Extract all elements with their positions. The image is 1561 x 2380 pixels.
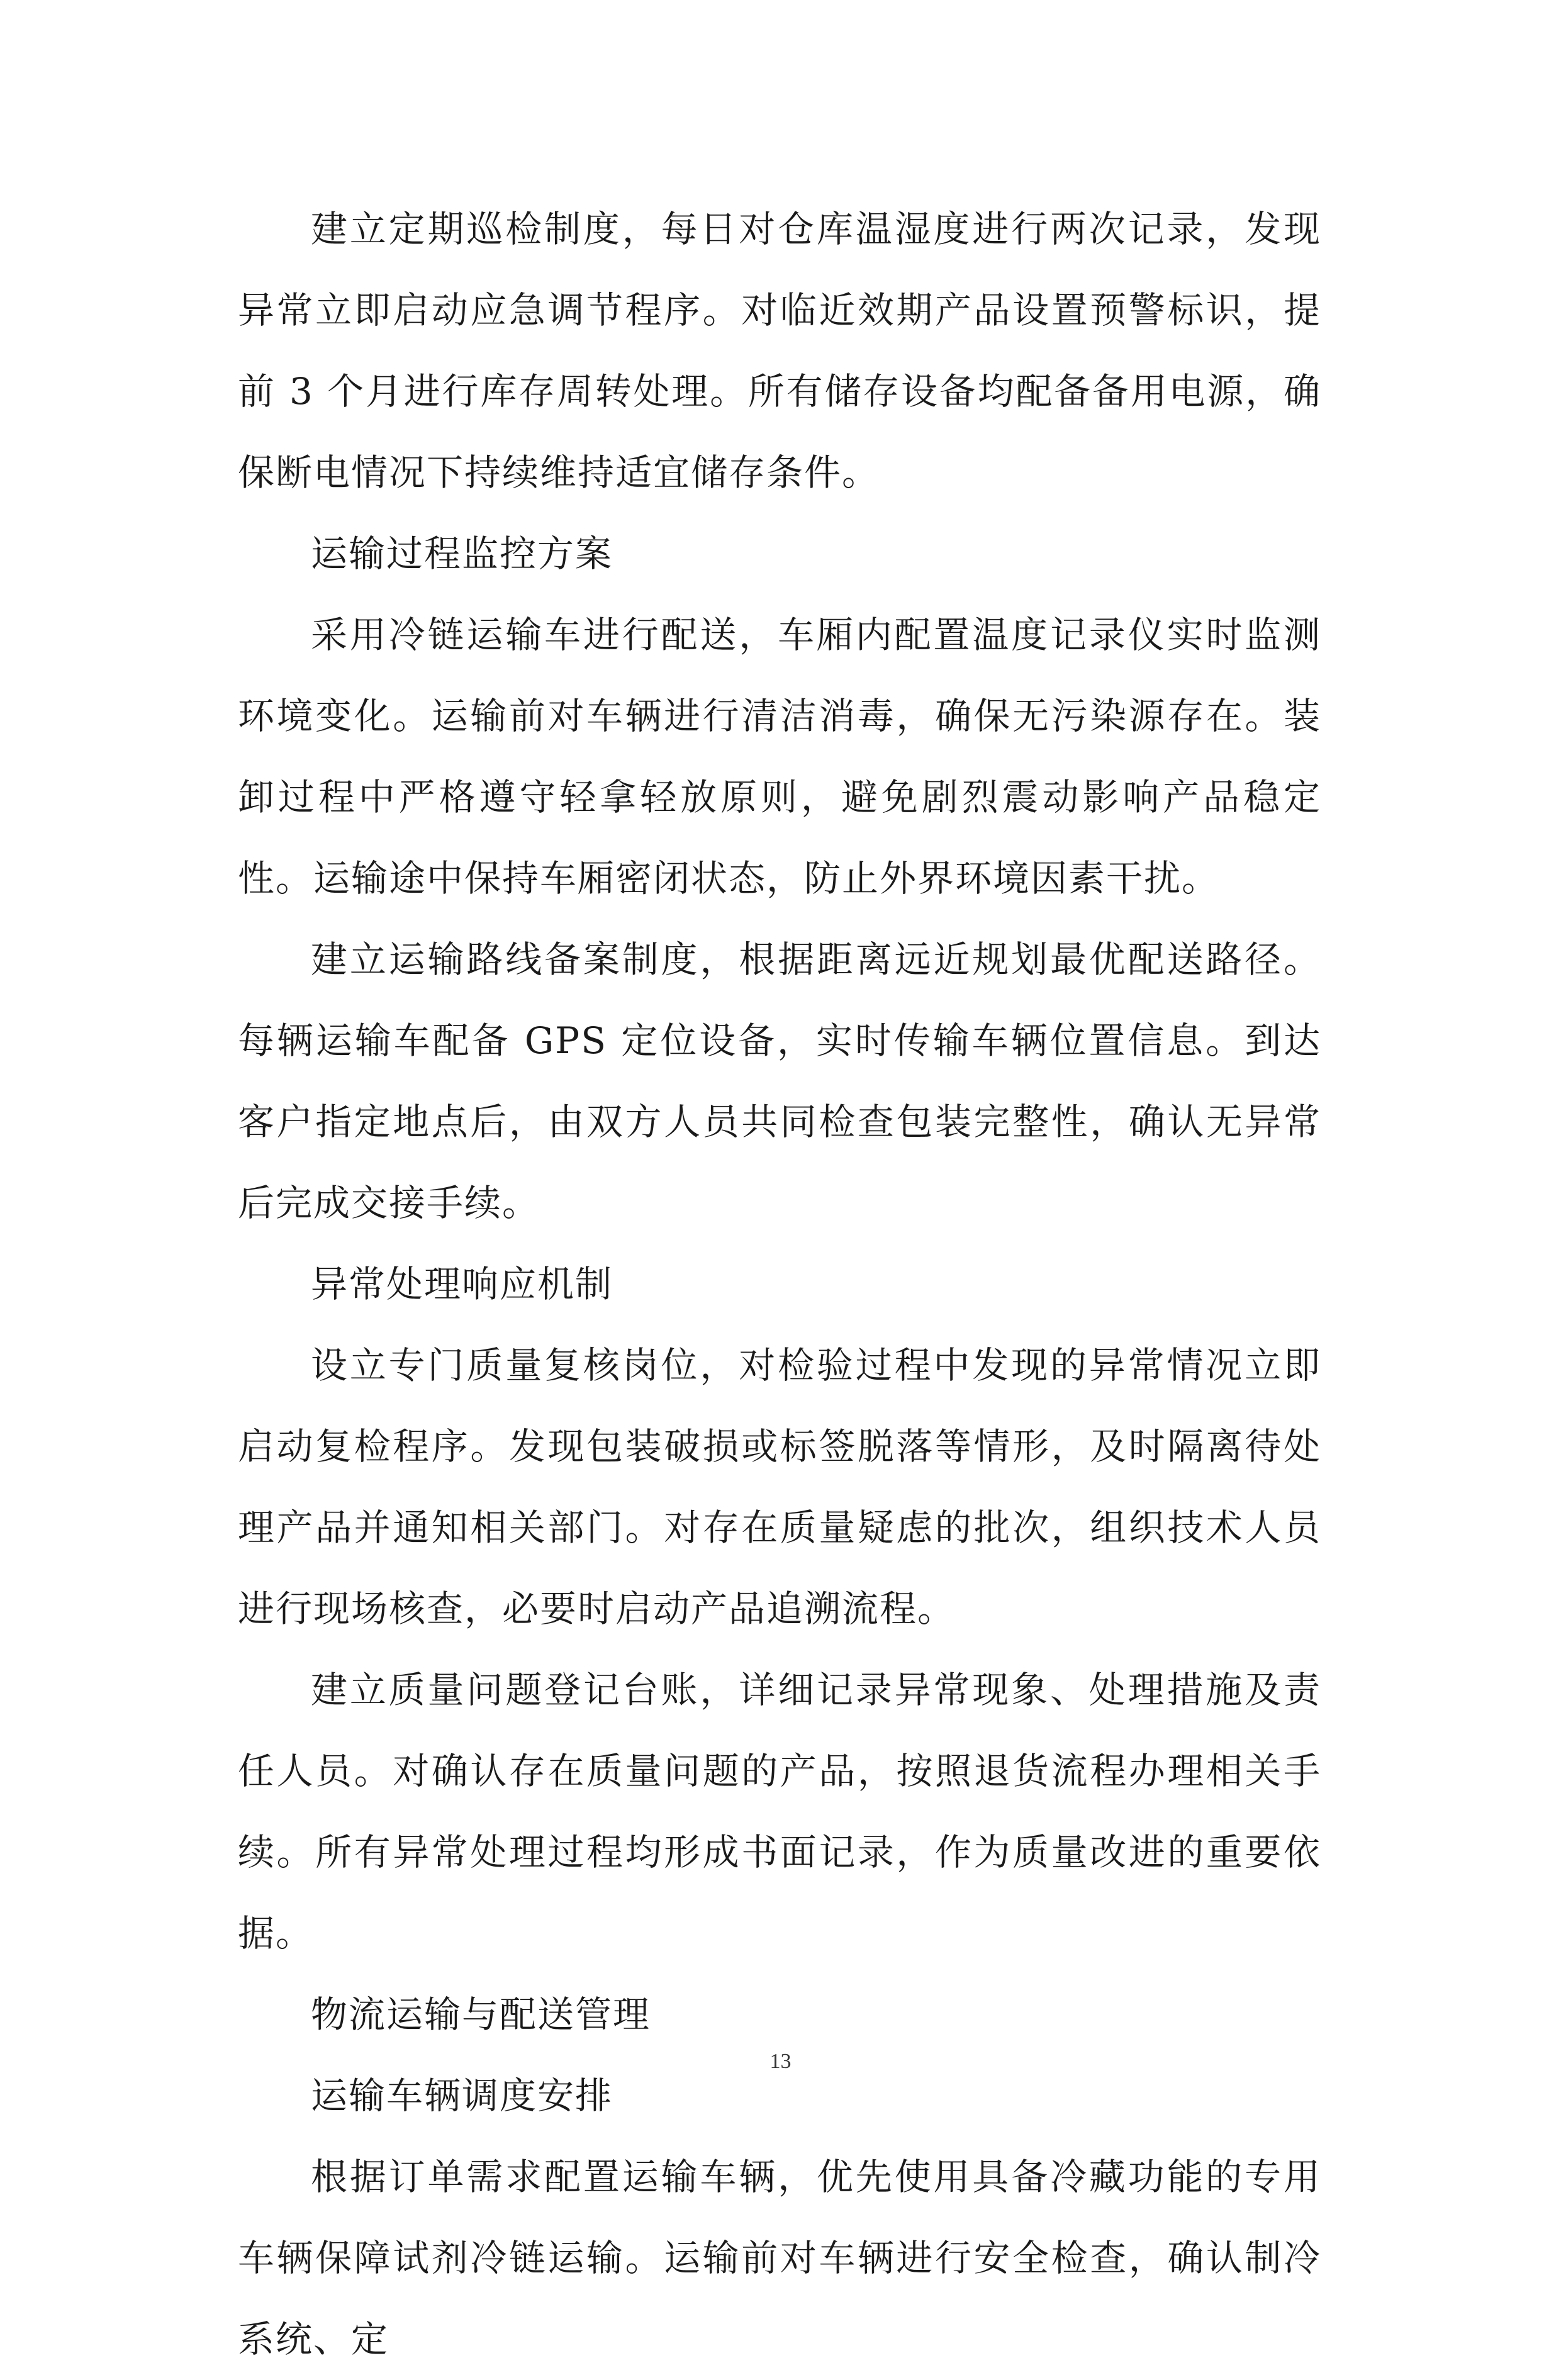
- heading-transport-monitoring: 运输过程监控方案: [311, 532, 613, 575]
- paragraph-quality-ledger: 建立质量问题登记台账，详细记录异常现象、处理措施及责任人员。对确认存在质量问题的产品，按照退货流程办理相关手续。所有异常处理过程均形成书面记录，作为质量改进的重要依据。: [238, 1668, 1321, 1955]
- paragraph-quality-recheck: 设立专门质量复核岗位，对检验过程中发现的异常情况立即启动复检程序。发现包装破损或标签脱落等情形，及时隔离待处理产品并通知相关部门。对存在质量疑虑的批次，组织技术人员进行现场核查，必要时启动产品追溯流程。: [238, 1344, 1321, 1630]
- heading-exception-handling: 异常处理响应机制: [311, 1263, 613, 1305]
- paragraph-route-registration: 建立运输路线备案制度，根据距离远近规划最优配送路径。每辆运输车配备 GPS 定位设备，实时传输车辆位置信息。到达客户指定地点后，由双方人员共同检查包装完整性，确认无异常后完成交接手续。: [238, 938, 1321, 1224]
- paragraph-vehicle-allocation: 根据订单需求配置运输车辆，优先使用具备冷藏功能的专用车辆保障试剂冷链运输。运输前对车辆进行安全检查，确认制冷系统、定: [238, 2155, 1321, 2360]
- paragraph-inspection-system: 建立定期巡检制度，每日对仓库温湿度进行两次记录，发现异常立即启动应急调节程序。对临近效期产品设置预警标识，提前 3 个月进行库存周转处理。所有储存设备均配备备用电源，确保断电情况下持续维持适宜储存条件。: [238, 208, 1321, 494]
- paragraph-cold-chain-transport: 采用冷链运输车进行配送，车厢内配置温度记录仪实时监测环境变化。运输前对车辆进行清洁消毒，确保无污染源存在。装卸过程中严格遵守轻拿轻放原则，避免剧烈震动影响产品稳定性。运输途中保持车厢密闭状态，防止外界环境因素干扰。: [238, 613, 1321, 900]
- heading-vehicle-dispatch: 运输车辆调度安排: [311, 2074, 613, 2117]
- page-number: 13: [769, 2050, 792, 2073]
- heading-logistics-management: 物流运输与配送管理: [311, 1993, 651, 2036]
